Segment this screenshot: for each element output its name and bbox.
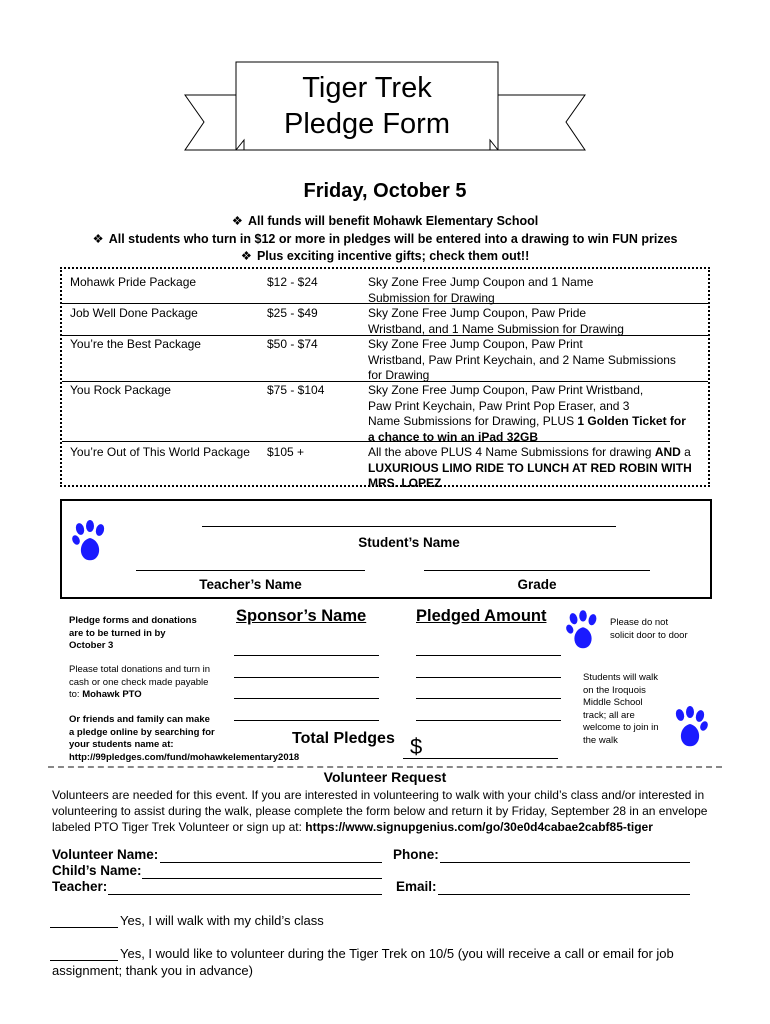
student-name-line[interactable]	[202, 526, 616, 527]
diamond-bullet-icon: ❖	[231, 214, 243, 228]
total-pledges-line[interactable]	[403, 758, 558, 759]
pledged-amount-header: Pledged Amount	[416, 607, 547, 625]
diamond-bullet-icon: ❖	[240, 249, 252, 263]
row-divider	[62, 441, 670, 442]
total-pledges-label: Total Pledges	[292, 730, 395, 747]
volunteer-request-header: Volunteer Request	[323, 769, 447, 785]
volunteer-during-option: Yes, I would like to volunteer during the Tiger Trek on 10/5 (you will receive a call or email for job assignment; thank you in advance)	[52, 946, 674, 978]
dollar-sign: $	[410, 734, 423, 759]
bullet-3: ❖ Plus exciting incentive gifts; check them out!!	[240, 249, 530, 263]
package-name: You Rock Package	[70, 383, 171, 397]
row-divider	[62, 335, 708, 336]
cut-line	[48, 766, 722, 768]
package-name: You’re Out of This World Package	[70, 445, 250, 459]
bullet-2: ❖ All students who turn in $12 or more in pledges will be entered into a drawing to win FUN prizes	[92, 232, 678, 246]
volunteer-description: Volunteers are needed for this event. If you are interested in volunteering to walk with your child’s class and/or interested in volunteering to assist during the walk, please complete the form below and return it by Friday, September 28 in an envelope labeled PTO Tiger Trek Volunteer or sign up at: https://www.signupgenius.com/go/30e0d4cabae2cabf85-tiger	[52, 788, 708, 834]
phone-label: Phone:	[393, 847, 439, 862]
walk-note: Students will walk on the Iroquois Middle School track; all are welcome to join in the walk	[583, 672, 659, 746]
turn-in-note: Pledge forms and donations are to be turned in by October 3	[69, 615, 197, 651]
walk-with-class-option: Yes, I will walk with my child’s class	[120, 913, 324, 928]
package-name: Mohawk Pride Package	[70, 275, 197, 289]
sponsor-name-line[interactable]	[234, 655, 379, 656]
volunteer-name-label: Volunteer Name:	[52, 847, 159, 862]
teacher-field[interactable]	[108, 894, 382, 895]
teacher-name-label: Teacher’s Name	[199, 577, 302, 592]
diamond-bullet-icon: ❖	[92, 232, 104, 246]
volunteer-name-field[interactable]	[160, 862, 382, 863]
pledged-amount-line[interactable]	[416, 677, 561, 678]
paw-print-icon	[672, 706, 708, 750]
grade-label: Grade	[517, 577, 557, 592]
phone-field[interactable]	[440, 862, 690, 863]
package-reward: Sky Zone Free Jump Coupon, Paw Pride Wristband, and 1 Name Submission for Drawing	[368, 306, 624, 336]
package-name: You’re the Best Package	[70, 337, 201, 351]
package-price: $50 - $74	[267, 337, 318, 351]
sponsor-name-line[interactable]	[234, 720, 379, 721]
pledged-amount-line[interactable]	[416, 655, 561, 656]
signup-link[interactable]: https://www.signupgenius.com/go/30e0d4cabae2cabf85-tiger	[305, 820, 653, 834]
package-reward: Sky Zone Free Jump Coupon and 1 Name Submission for Drawing	[368, 275, 594, 305]
email-field[interactable]	[438, 894, 690, 895]
student-name-label: Student’s Name	[358, 535, 460, 550]
sponsor-name-line[interactable]	[234, 677, 379, 678]
package-price: $25 - $49	[267, 306, 318, 320]
paw-print-icon	[566, 610, 600, 652]
row-divider	[62, 303, 708, 304]
bullet-1: ❖ All funds will benefit Mohawk Elementary School	[231, 214, 539, 228]
grade-line[interactable]	[424, 570, 650, 571]
title-line-2: Pledge Form	[283, 108, 450, 140]
child-name-field[interactable]	[142, 878, 382, 879]
event-date: Friday, October 5	[303, 180, 467, 202]
package-name: Job Well Done Package	[70, 306, 198, 320]
title-line-1: Tiger Trek	[302, 72, 432, 104]
pledged-amount-line[interactable]	[416, 698, 561, 699]
sponsor-name-line[interactable]	[234, 698, 379, 699]
walk-with-class-blank[interactable]	[50, 927, 118, 928]
solicit-note: Please do not solicit door to door	[610, 617, 688, 641]
package-reward: Sky Zone Free Jump Coupon, Paw Print Wristband, Paw Print Keychain, and 2 Name Submissions for Drawing	[368, 337, 676, 382]
package-price: $12 - $24	[267, 275, 318, 289]
teacher-label: Teacher:	[52, 879, 108, 894]
row-divider	[62, 381, 708, 382]
child-name-label: Child’s Name:	[52, 863, 142, 878]
package-reward: All the above PLUS 4 Name Submissions for drawing AND a LUXURIOUS LIMO RIDE TO LUNCH AT RED ROBIN WITH MRS. LOPEZ	[368, 445, 692, 490]
pledged-amount-line[interactable]	[416, 720, 561, 721]
package-price: $105 +	[267, 445, 305, 459]
payment-note: Please total donations and turn in cash or one check made payable to: Mohawk PTO	[69, 664, 211, 700]
email-label: Email:	[396, 879, 437, 894]
package-price: $75 - $104	[267, 383, 325, 397]
teacher-name-line[interactable]	[136, 570, 365, 571]
sponsor-name-header: Sponsor’s Name	[236, 607, 367, 625]
online-pledge-note: Or friends and family can make a pledge online by searching for your students name at: http://99pledges.com/fund/mohawkelementary2018	[69, 714, 300, 763]
paw-print-icon	[72, 520, 108, 564]
package-reward: Sky Zone Free Jump Coupon, Paw Print Wristband, Paw Print Keychain, Paw Print Pop Eraser, and 3 Name Submissions for Drawing, PLUS 1 Golden Ticket for a chance to win an iPad 32GB	[368, 383, 686, 444]
